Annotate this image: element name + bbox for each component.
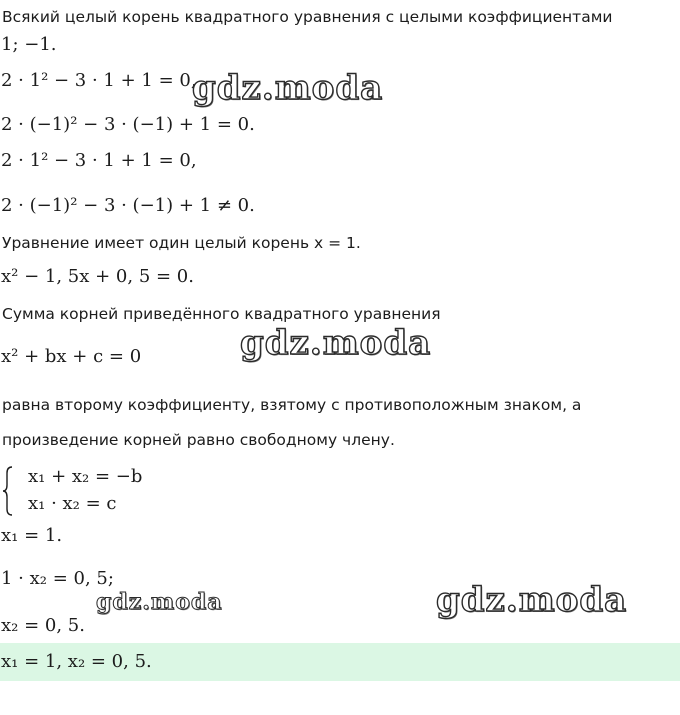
- candidate-roots: 1; −1.: [1, 34, 57, 55]
- check-eq-2: 2 · (−1)² − 3 · (−1) + 1 = 0.: [1, 114, 255, 135]
- vieta-system: [2, 462, 302, 520]
- check-eq-4: 2 · (−1)² − 3 · (−1) + 1 ≠ 0.: [1, 195, 255, 216]
- watermark-logo: gdz.moda: [192, 68, 384, 108]
- check-eq-3: 2 · 1² − 3 · 1 + 1 = 0,: [1, 150, 197, 171]
- vieta-text-2: равна второму коэффициенту, взятому с противоположным знаком, а: [2, 396, 582, 414]
- system-line-product: x₁ · x₂ = c: [28, 493, 117, 514]
- vieta-text-1: Сумма корней приведённого квадратного уравнения: [2, 305, 441, 323]
- product-equation: 1 · x₂ = 0, 5;: [1, 568, 114, 589]
- system-line-sum: x₁ + x₂ = −b: [28, 466, 143, 487]
- x2-value: x₂ = 0, 5.: [1, 615, 85, 636]
- x1-value: x₁ = 1.: [1, 525, 63, 546]
- answer-box: [0, 643, 680, 681]
- general-equation: x² + bx + c = 0: [1, 346, 142, 367]
- check-eq-1: 2 · 1² − 3 · 1 + 1 = 0,: [1, 70, 197, 91]
- intro-text: Всякий целый корень квадратного уравнения с целыми коэффициентами: [2, 8, 613, 26]
- one-root-text: Уравнение имеет один целый корень x = 1.: [2, 234, 361, 252]
- left-brace-icon: [2, 466, 14, 516]
- answer-text: x₁ = 1, x₂ = 0, 5.: [1, 651, 152, 672]
- vieta-text-3: произведение корней равно свободному члену.: [2, 431, 395, 449]
- watermark-logo: gdz.moda: [240, 323, 432, 363]
- watermark-logo: gdz.moda: [96, 589, 223, 615]
- reduced-equation: x² − 1, 5x + 0, 5 = 0.: [1, 266, 194, 287]
- watermark-logo: gdz.moda: [436, 580, 628, 620]
